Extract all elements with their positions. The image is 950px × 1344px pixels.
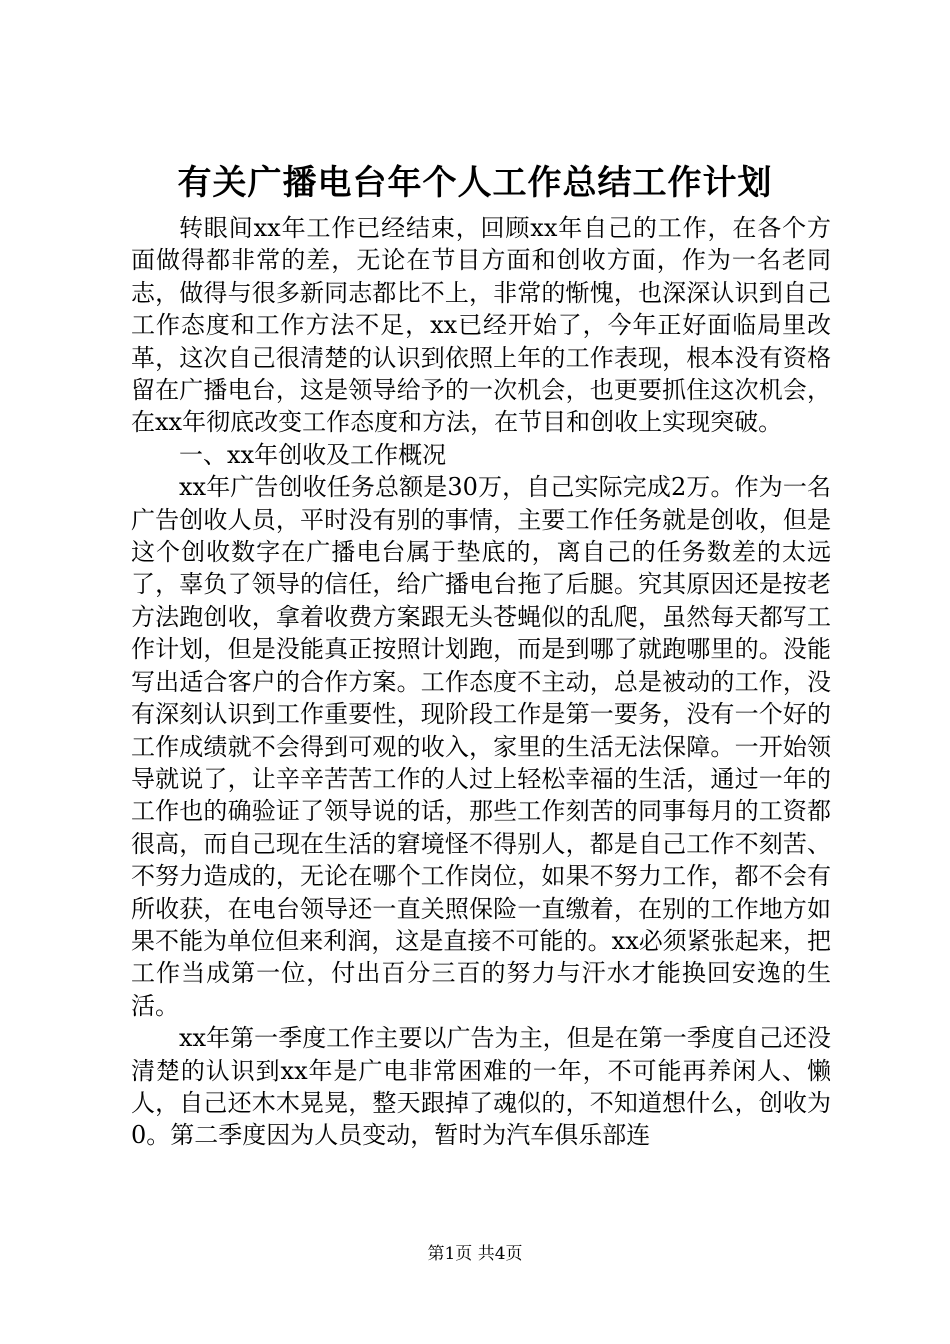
document-title: 有关广播电台年个人工作总结工作计划 <box>177 163 773 203</box>
document-body <box>131 212 831 1152</box>
paragraph-quarters: xx年第一季度工作主要以广告为主，但是在第一季度自己还没清楚的认识到xx年是广电非常困难的一年，不可能再养闲人、懒人，自己还木木晃晃，整天跟掉了魂似的，不知道想什么，创收为0。第二季度因为人员变动，暂时为汽车俱乐部连 <box>131 1024 831 1150</box>
section-heading: 一、xx年创收及工作概况 <box>179 440 447 469</box>
paragraph-intro: 转眼间xx年工作已经结束，回顾xx年自己的工作，在各个方面做得都非常的差，无论在节目方面和创收方面，作为一名老同志，做得与很多新同志都比不上，非常的惭愧，也深深认识到自己工作态度和工作方法不足，xx已经开始了，今年正好面临局里改革，这次自己很清楚的认识到依照上年的工作表现，根本没有资格留在广播电台，这是领导给予的一次机会，也更要抓住这次机会，在xx年彻底改变工作态度和方法，在节目和创收上实现突破。 <box>131 214 831 437</box>
paragraph-revenue: xx年广告创收任务总额是30万，自己实际完成2万。作为一名广告创收人员，平时没有别的事情，主要工作任务就是创收，但是这个创收数字在广播电台属于垫底的，离自己的任务数差的太远了，辜负了领导的信任，给广播电台拖了后腿。究其原因还是按老方法跑创收，拿着收费方案跟无头苍蝇似的乱爬，虽然每天都写工作计划，但是没能真正按照计划跑，而是到哪了就跑哪里的。没能写出适合客户的合作方案。工作态度不主动，总是被动的工作，没有深刻认识到工作重要性，现阶段工作是第一要务，没有一个好的工作成绩就不会得到可观的收入，家里的生活无法保障。一开始领导就说了，让辛辛苦苦工作的人过上轻松幸福的生活，通过一年的工作也的确验证了领导说的话，那些工作刻苦的同事每月的工资都很高，而自己现在生活的窘境怪不得别人，都是自己工作不刻苦、不努力造成的，无论在哪个工作岗位，如果不努力工作，都不会有所收获，在电台领导还一直关照保险一直缴着，在别的工作地方如果不能为单位但来利润，这是直接不可能的。xx必须紧张起来，把工作当成第一位，付出百分三百的努力与汗水才能换回安逸的生活。 <box>131 473 831 1020</box>
page-number: 第1页 共4页 <box>427 1244 523 1264</box>
